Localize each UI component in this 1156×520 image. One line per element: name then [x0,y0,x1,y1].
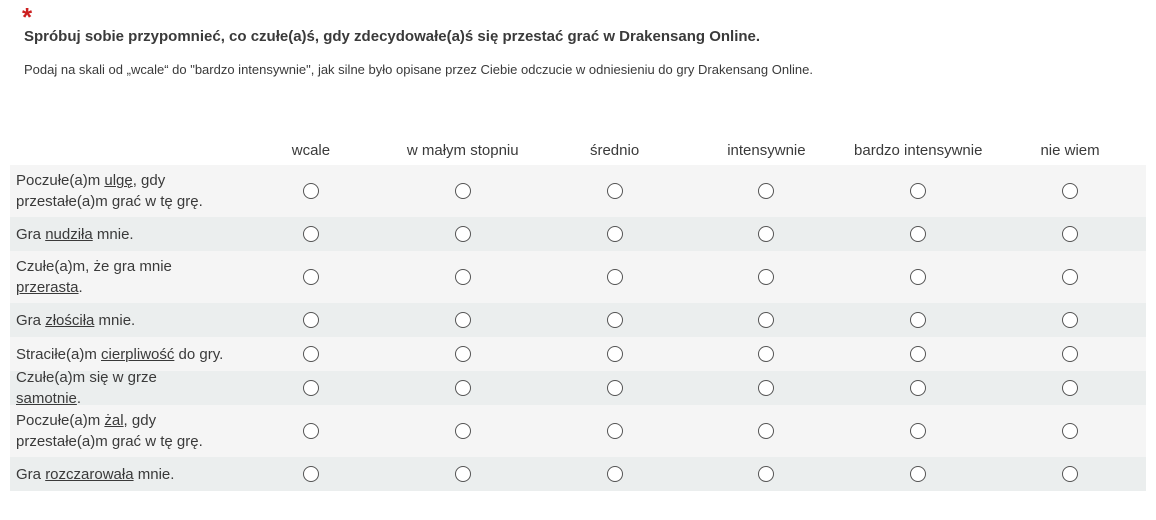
row-label-text: , gdy przestałe(a)m grać w tę grę. [16,412,203,450]
radio-button[interactable] [455,226,471,242]
row-label [10,344,235,365]
radio-cell [994,269,1146,285]
radio-button[interactable] [455,423,471,439]
radio-cell [994,380,1146,396]
row-label-text: Czułe(a)m się w grze [16,369,157,386]
radio-button[interactable] [607,269,623,285]
radio-cell [842,380,994,396]
row-label-text: Poczułe(a)m [16,412,105,429]
row-label-text: , gdy przestałe(a)m grać w tę grę. [16,172,203,210]
radio-button[interactable] [455,269,471,285]
radio-button[interactable] [303,269,319,285]
radio-cell [690,269,842,285]
radio-button[interactable] [758,183,774,199]
radio-button[interactable] [1062,226,1078,242]
radio-button[interactable] [607,226,623,242]
row-label [10,310,235,331]
row-label-text: . [78,279,83,296]
column-header: średnio [589,142,640,159]
row-label [10,256,235,298]
row-label-text: Gra [16,225,46,243]
radio-cell [235,183,387,199]
radio-cell [842,423,994,439]
radio-button[interactable] [758,269,774,285]
row-label-keyword: cierpliwość [101,345,175,363]
radio-button[interactable] [1062,269,1078,285]
radio-button[interactable] [758,423,774,439]
row-label [10,170,235,212]
radio-cell [539,380,691,396]
matrix-row [10,165,1146,217]
radio-cell [235,380,387,396]
radio-button[interactable] [1062,423,1078,439]
radio-button[interactable] [303,312,319,328]
radio-button[interactable] [455,346,471,362]
radio-cell [842,346,994,362]
radio-cell [842,269,994,285]
radio-button[interactable] [1062,380,1078,396]
row-label [10,224,235,245]
row-label-text: . [76,390,82,407]
radio-cell [690,346,842,362]
row-label-text: do gry. [174,345,224,363]
radio-button[interactable] [910,226,926,242]
radio-button[interactable] [1062,346,1078,362]
radio-button[interactable] [303,183,319,199]
radio-cell [690,312,842,328]
radio-button[interactable] [607,183,623,199]
radio-cell [690,423,842,439]
radio-button[interactable] [607,466,623,482]
radio-cell [539,466,691,482]
radio-cell [387,312,539,328]
matrix-row [10,251,1146,303]
radio-cell [387,269,539,285]
row-label-keyword: nudziła [45,225,93,243]
radio-button[interactable] [758,312,774,328]
radio-button[interactable] [758,346,774,362]
column-header: bardzo intensywnie [854,142,983,159]
radio-cell [387,226,539,242]
row-label [10,464,235,485]
row-label [10,410,235,452]
matrix-header [10,136,1146,165]
radio-button[interactable] [910,312,926,328]
column-header: wcale [291,142,331,159]
radio-cell [994,423,1146,439]
row-label-keyword: rozczarowała [45,465,134,483]
row-label-text: mnie. [92,225,134,243]
radio-button[interactable] [303,346,319,362]
radio-cell [842,226,994,242]
row-label [10,367,235,409]
radio-button[interactable] [455,380,471,396]
row-label-text: Straciłe(a)m [16,345,102,363]
radio-button[interactable] [910,380,926,396]
radio-cell [994,346,1146,362]
row-label-keyword: złościła [45,311,95,329]
column-header: w małym stopniu [406,142,519,159]
row-label-keyword: żal [104,412,124,429]
question-help-text: Podaj na skali od „wcale“ do "bardzo intensywnie", jak silne było opisane przez Ciebie odczucie w odniesieniu do gry Drakensang Online. [24,62,813,77]
radio-cell [690,226,842,242]
row-label-text: Gra [16,465,46,483]
matrix-row [10,371,1146,405]
radio-cell [690,183,842,199]
radio-button[interactable] [607,380,623,396]
radio-cell [842,466,994,482]
row-label-keyword: przerasta [16,279,79,296]
matrix-row [10,337,1146,371]
radio-cell [387,380,539,396]
radio-cell [387,423,539,439]
radio-button[interactable] [607,423,623,439]
radio-button[interactable] [910,466,926,482]
radio-button[interactable] [607,312,623,328]
radio-button[interactable] [910,269,926,285]
radio-cell [690,380,842,396]
radio-cell [539,183,691,199]
row-label-keyword: ulgę [104,172,133,189]
radio-cell [539,423,691,439]
radio-button[interactable] [758,466,774,482]
radio-cell [690,466,842,482]
radio-button[interactable] [910,423,926,439]
radio-button[interactable] [303,226,319,242]
radio-cell [539,346,691,362]
row-label-text: mnie. [94,311,136,329]
question-text: Spróbuj sobie przypomnieć, co czułe(a)ś, gdy zdecydowałe(a)ś się przestać grać w Drakensang Online. [24,28,761,45]
radio-cell [235,346,387,362]
row-label-keyword: samotnie [16,390,77,407]
row-label-text: mnie. [133,465,175,483]
radio-button[interactable] [1062,312,1078,328]
matrix-row [10,405,1146,457]
radio-button[interactable] [607,346,623,362]
radio-button[interactable] [910,346,926,362]
radio-cell [235,269,387,285]
radio-cell [994,466,1146,482]
radio-cell [994,312,1146,328]
radio-cell [994,183,1146,199]
row-label-text: Poczułe(a)m [16,172,105,189]
radio-button[interactable] [303,466,319,482]
radio-cell [842,312,994,328]
radio-cell [235,226,387,242]
radio-cell [235,466,387,482]
matrix-row [10,217,1146,251]
column-header: nie wiem [1040,142,1100,159]
matrix-row [10,303,1146,337]
radio-cell [387,183,539,199]
radio-button[interactable] [910,183,926,199]
radio-button[interactable] [303,423,319,439]
column-header: intensywnie [727,142,806,159]
radio-cell [539,312,691,328]
radio-button[interactable] [1062,183,1078,199]
radio-cell [539,226,691,242]
radio-button[interactable] [455,183,471,199]
required-marker: * [22,2,33,32]
radio-cell [539,269,691,285]
rating-matrix [10,136,1146,491]
radio-button[interactable] [1062,466,1078,482]
radio-cell [235,312,387,328]
matrix-body [10,165,1146,491]
radio-cell [387,466,539,482]
radio-button[interactable] [758,226,774,242]
row-label-text: Czułe(a)m, że gra mnie [16,258,172,275]
radio-button[interactable] [455,312,471,328]
radio-cell [235,423,387,439]
radio-button[interactable] [303,380,319,396]
matrix-row [10,457,1146,491]
radio-cell [994,226,1146,242]
radio-button[interactable] [455,466,471,482]
radio-cell [387,346,539,362]
radio-button[interactable] [758,380,774,396]
radio-cell [842,183,994,199]
row-label-text: Gra [16,311,46,329]
